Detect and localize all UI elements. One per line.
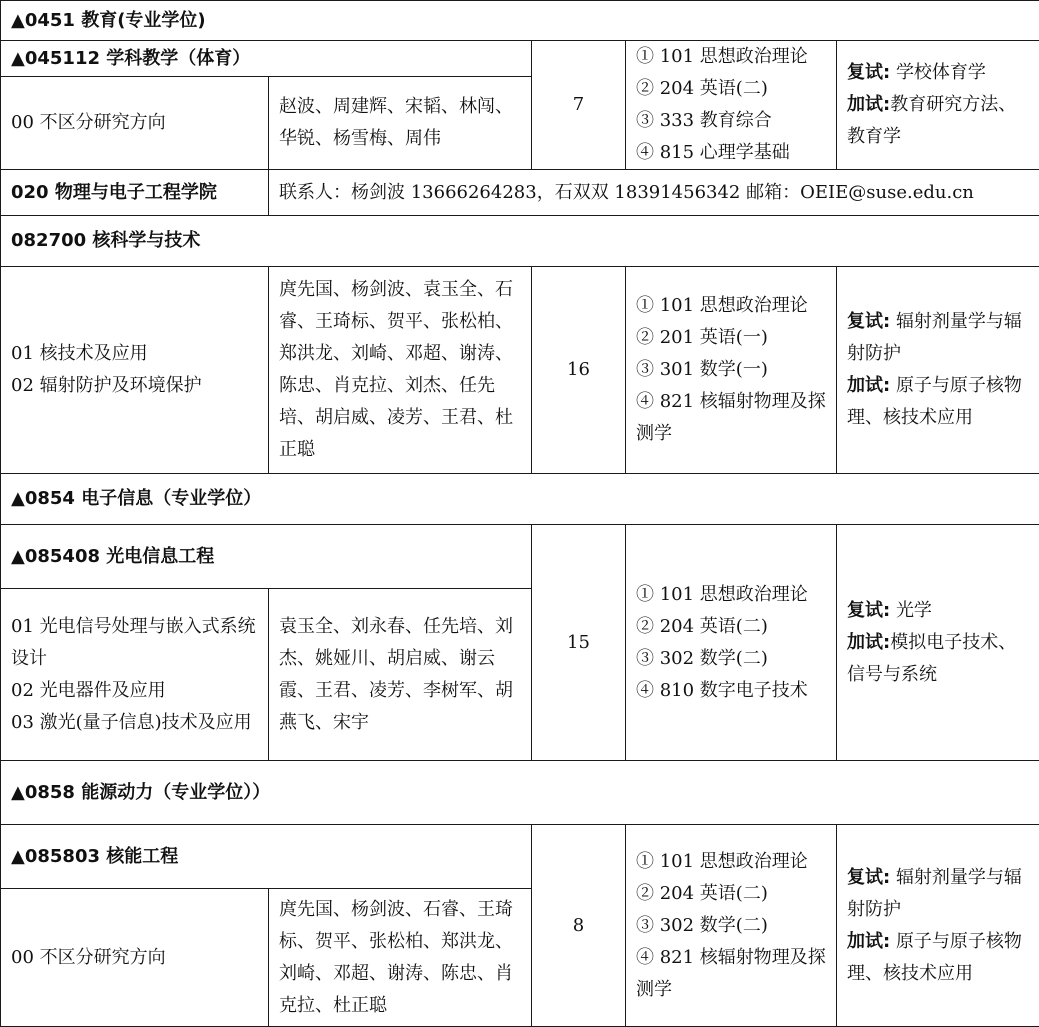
test-info-nuclear-eng [837, 825, 1039, 1027]
exam-list-pe [626, 41, 837, 170]
exam-item: ④ 815 心理学基础 [636, 137, 826, 169]
retest-value: 辐射剂量学与辐射防护 [847, 311, 1022, 364]
retest-label: 复试: [847, 311, 890, 332]
extra-test-value: 教育研究方法、教育学 [847, 94, 1016, 147]
retest-value: 辐射剂量学与辐射防护 [847, 867, 1022, 920]
exam-item: ④ 810 数字电子技术 [636, 675, 826, 707]
exam-item: ④ 821 核辐射物理及探测学 [636, 386, 826, 450]
test-info-pe [837, 41, 1039, 170]
advisors-nuclear: 庹先国、杨剑波、袁玉全、石睿、王琦标、贺平、张松柏、郑洪龙、刘崎、邓超、谢涛、陈忠、肖克拉、刘杰、任先培、胡启威、凌芳、王君、杜正聪 [269, 267, 532, 474]
quota-nuclear: 16 [532, 267, 626, 474]
advisors-pe: 赵波、周建辉、宋韬、林闯、华锐、杨雪梅、周伟 [269, 77, 532, 170]
direction-item: 02 辐射防护及环境保护 [11, 370, 258, 402]
directions-nuclear [1, 267, 269, 474]
retest-value: 学校体育学 [896, 62, 986, 83]
exam-list-nuclear [626, 267, 837, 474]
exam-item: ③ 333 教育综合 [636, 105, 826, 137]
extra-test-label: 加试: [847, 94, 890, 115]
exam-item: ③ 302 数学(二) [636, 643, 826, 675]
quota-opto: 15 [532, 525, 626, 761]
exam-list-opto [626, 525, 837, 761]
quota-nuclear-eng: 8 [532, 825, 626, 1027]
extra-test-value: 模拟电子技术、信号与系统 [847, 632, 1016, 685]
exam-item: ② 201 英语(一) [636, 322, 826, 354]
major-header-nuclear: 082700 核科学与技术 [1, 216, 1039, 267]
extra-test-label: 加试: [847, 375, 890, 396]
exam-item: ① 101 思想政治理论 [636, 290, 826, 322]
exam-item: ① 101 思想政治理论 [636, 41, 826, 73]
test-info-opto [837, 525, 1039, 761]
subject-header-opto: ▲085408 光电信息工程 [1, 525, 532, 589]
direction-pe: 00 不区分研究方向 [1, 77, 269, 170]
subject-header-pe: ▲045112 学科教学（体育） [1, 41, 532, 77]
direction-item: 01 核技术及应用 [11, 338, 258, 370]
exam-item: ② 204 英语(二) [636, 611, 826, 643]
test-info-nuclear [837, 267, 1039, 474]
retest-value: 光学 [896, 600, 932, 621]
exam-list-nuclear-eng [626, 825, 837, 1027]
retest-label: 复试: [847, 62, 890, 83]
extra-test-value: 原子与原子核物理、核技术应用 [847, 375, 1022, 428]
retest-label: 复试: [847, 867, 890, 888]
exam-item: ④ 821 核辐射物理及探测学 [636, 942, 826, 1006]
exam-item: ③ 302 数学(二) [636, 910, 826, 942]
exam-item: ② 204 英语(二) [636, 73, 826, 105]
retest-label: 复试: [847, 600, 890, 621]
major-header-energy: ▲0858 能源动力（专业学位）） [1, 761, 1039, 825]
quota-pe: 7 [532, 41, 626, 170]
exam-item: ③ 301 数学(一) [636, 354, 826, 386]
school-name: 020 物理与电子工程学院 [1, 170, 269, 216]
direction-nuclear-eng: 00 不区分研究方向 [1, 889, 269, 1027]
direction-item: 03 激光(量子信息)技术及应用 [11, 707, 258, 739]
extra-test-value: 原子与原子核物理、核技术应用 [847, 931, 1022, 984]
direction-item: 02 光电器件及应用 [11, 675, 258, 707]
directions-opto [1, 589, 269, 761]
exam-item: ① 101 思想政治理论 [636, 579, 826, 611]
exam-item: ① 101 思想政治理论 [636, 846, 826, 878]
advisors-nuclear-eng: 庹先国、杨剑波、石睿、王琦标、贺平、张松柏、郑洪龙、刘崎、邓超、谢涛、陈忠、肖克拉、杜正聪 [269, 889, 532, 1027]
direction-item: 01 光电信号处理与嵌入式系统设计 [11, 611, 258, 675]
subject-header-nuclear-eng: ▲085803 核能工程 [1, 825, 532, 889]
advisors-opto: 袁玉全、刘永春、任先培、刘杰、姚娅川、胡启威、谢云霞、王君、凌芳、李树军、胡燕飞、宋宇 [269, 589, 532, 761]
school-contact: 联系人：杨剑波 13666264283，石双双 18391456342 邮箱：OEIE@suse.edu.cn [269, 170, 1039, 216]
extra-test-label: 加试: [847, 931, 890, 952]
extra-test-label: 加试: [847, 632, 890, 653]
exam-item: ② 204 英语(二) [636, 878, 826, 910]
major-header-electronic-info: ▲0854 电子信息（专业学位） [1, 474, 1039, 525]
major-header-education: ▲0451 教育(专业学位) [1, 1, 1039, 41]
